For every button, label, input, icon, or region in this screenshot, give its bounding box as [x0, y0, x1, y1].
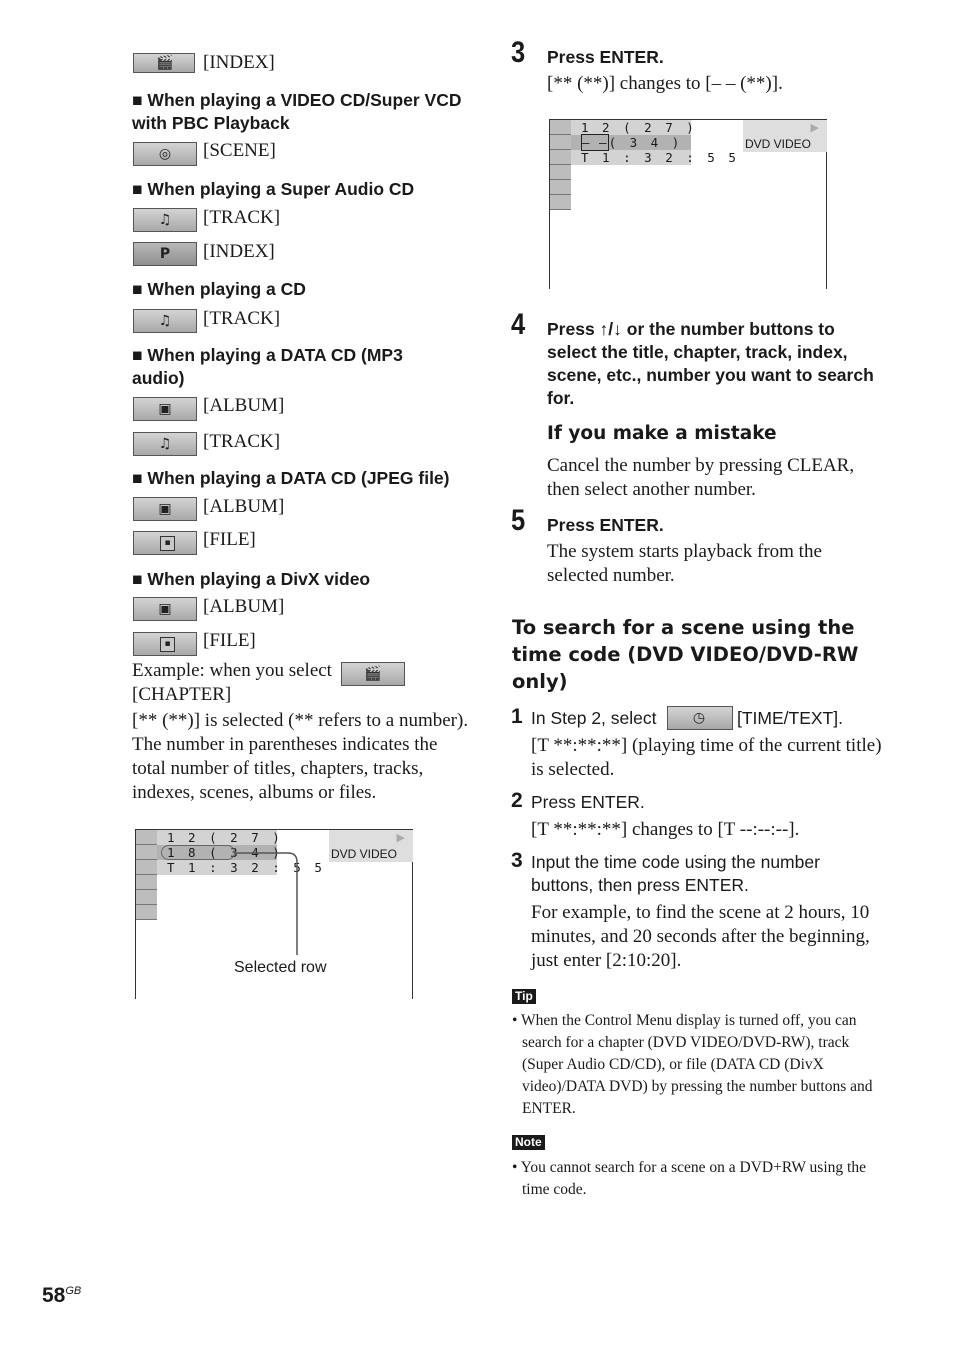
substep-3-desc: For example, to find the scene at 2 hours, 10 minutes, and 20 seconds after the beginning, just enter [2:10:20]. [531, 902, 870, 971]
menu-rows [571, 120, 739, 165]
title-row: 1 2 ( 2 7 ) [167, 830, 283, 845]
selected-row-caption: Selected row [234, 959, 327, 976]
chapter-row-selected: – –( 3 4 ) [571, 135, 691, 150]
tip-tag: Tip [512, 989, 536, 1004]
video-cd-heading: ■ When playing a VIDEO CD/Super VCD with PBC Playback [132, 90, 462, 133]
substep-1-desc: [T **:**:**] (playing time of the current title) is selected. [531, 735, 882, 780]
note-text: • You cannot search for a scene on a DVD+RW using the time code. [512, 1159, 866, 1198]
sacd-index-label: [INDEX] [203, 241, 275, 262]
substep-3-text: Input the time code using the number buttons, then press ENTER. [531, 852, 820, 895]
track-icon-box [133, 208, 197, 232]
jpeg-file-label: [FILE] [203, 529, 256, 550]
control-menu-screen-2 [549, 119, 827, 289]
album-icon-box [133, 397, 197, 421]
index-icon-box [133, 242, 197, 266]
substep-1-number: 1 [511, 705, 523, 728]
jpeg-heading: ■ When playing a DATA CD (JPEG file) [132, 468, 450, 488]
divx-album-icon-box [133, 597, 197, 621]
substep-1-text-b: [TIME/TEXT]. [737, 708, 843, 728]
step-4-number: 4 [511, 308, 526, 341]
time-row: T 1 : 3 2 : 5 5 [167, 860, 325, 875]
control-menu-screen-1 [135, 829, 413, 999]
step-3-number: 3 [511, 36, 526, 69]
play-icon: ▶ [396, 832, 405, 844]
dash-entry: – – [582, 135, 608, 150]
divx-file-icon-box [133, 632, 197, 656]
mp3-heading: ■ When playing a DATA CD (MP3 audio) [132, 345, 403, 388]
mp3-track-icon-box [133, 432, 197, 456]
example-chapter-icon-box [341, 662, 405, 686]
mistake-text: Cancel the number by pressing CLEAR, then select another number. [547, 455, 855, 500]
time-text-icon-box [667, 706, 733, 730]
step-5-text: The system starts playback from the selected number. [547, 541, 822, 586]
clapper-icon: 🎬 [364, 666, 382, 682]
clapper-icon: 🎬 [156, 55, 174, 71]
step-4-title: Press ↑/↓ or the number buttons to select the title, chapter, track, index, scene, etc., number you want to search for. [547, 319, 874, 408]
mp3-track-label: [TRACK] [203, 431, 281, 452]
step-5-title: Press ENTER. [547, 515, 664, 535]
file-icon-box [133, 531, 197, 555]
divx-album-label: [ALBUM] [203, 596, 285, 617]
substep-1-text-a: In Step 2, select [531, 708, 657, 728]
cd-track-icon-box [133, 309, 197, 333]
album-icon: ▣ [158, 601, 172, 617]
example-paragraph: [** (**)] is selected (** refers to a number). The number in parentheses indicates the total number of titles, chapters, tracks, indexes, scenes, albums or files. [132, 710, 469, 803]
chapter-icon-box [133, 53, 195, 73]
index-flag-icon: P [159, 246, 171, 262]
clock-disc-icon: ◷ [692, 710, 706, 726]
page-suffix: GB [65, 1285, 82, 1297]
sacd-heading: ■ When playing a Super Audio CD [132, 179, 415, 199]
time-row: T 1 : 3 2 : 5 5 [581, 150, 739, 165]
disc-icon: ◎ [158, 146, 172, 162]
page-number: 58 [42, 1284, 66, 1307]
step-3-text: [** (**)] changes to [– – (**)]. [547, 73, 783, 94]
step-5-number: 5 [511, 504, 526, 537]
mp3-album-label: [ALBUM] [203, 395, 285, 416]
section-title: To search for a scene using the time code (DVD VIDEO/DVD-RW only) [512, 616, 859, 693]
example-line-2: [CHAPTER] [132, 684, 232, 705]
dvd-label-box [743, 120, 827, 152]
jpeg-album-icon-box [133, 497, 197, 521]
index-label: [INDEX] [203, 52, 275, 73]
mistake-heading: If you make a mistake [547, 423, 777, 444]
cd-heading: ■ When playing a CD [132, 279, 306, 299]
album-icon: ▣ [158, 401, 172, 417]
divx-heading: ■ When playing a DivX video [132, 569, 371, 589]
album-icon: ▣ [158, 501, 172, 517]
example-line-1: Example: when you select [132, 660, 332, 681]
tip-text: • When the Control Menu display is turned off, you can search for a chapter (DVD VIDEO/DVD-RW), track (Super Audio CD/CD), or file (DATA CD (DivX video)/DATA DVD) by pressing the number buttons and ENTER. [512, 1012, 873, 1117]
substep-3-number: 3 [511, 849, 523, 872]
sacd-track-label: [TRACK] [203, 207, 281, 228]
dvd-video-label: DVD VIDEO [331, 847, 398, 861]
scene-icon-box [133, 142, 197, 166]
play-icon: ▶ [810, 122, 819, 134]
cd-track-label: [TRACK] [203, 308, 281, 329]
substep-2-text: Press ENTER. [531, 792, 645, 812]
title-row: 1 2 ( 2 7 ) [581, 120, 697, 135]
note-tag: Note [512, 1135, 545, 1150]
dvd-video-label: DVD VIDEO [745, 137, 812, 151]
image-file-icon: ▪ [160, 536, 175, 551]
music-note-icon: ♫ [158, 436, 172, 452]
menu-tab-column [550, 120, 571, 210]
scene-label: [SCENE] [203, 140, 276, 161]
music-note-icon: ♫ [158, 313, 172, 329]
music-note-icon: ♫ [158, 212, 172, 228]
substep-2-desc: [T **:**:**] changes to [T --:--:--]. [531, 819, 800, 840]
chapter-row-selected: 1 8 ( 3 4 ) [157, 845, 277, 860]
substep-2-number: 2 [511, 789, 523, 812]
divx-file-label: [FILE] [203, 630, 256, 651]
jpeg-album-label: [ALBUM] [203, 496, 285, 517]
step-3-title: Press ENTER. [547, 47, 664, 67]
page-footer [42, 1284, 81, 1308]
image-file-icon: ▪ [160, 637, 175, 652]
